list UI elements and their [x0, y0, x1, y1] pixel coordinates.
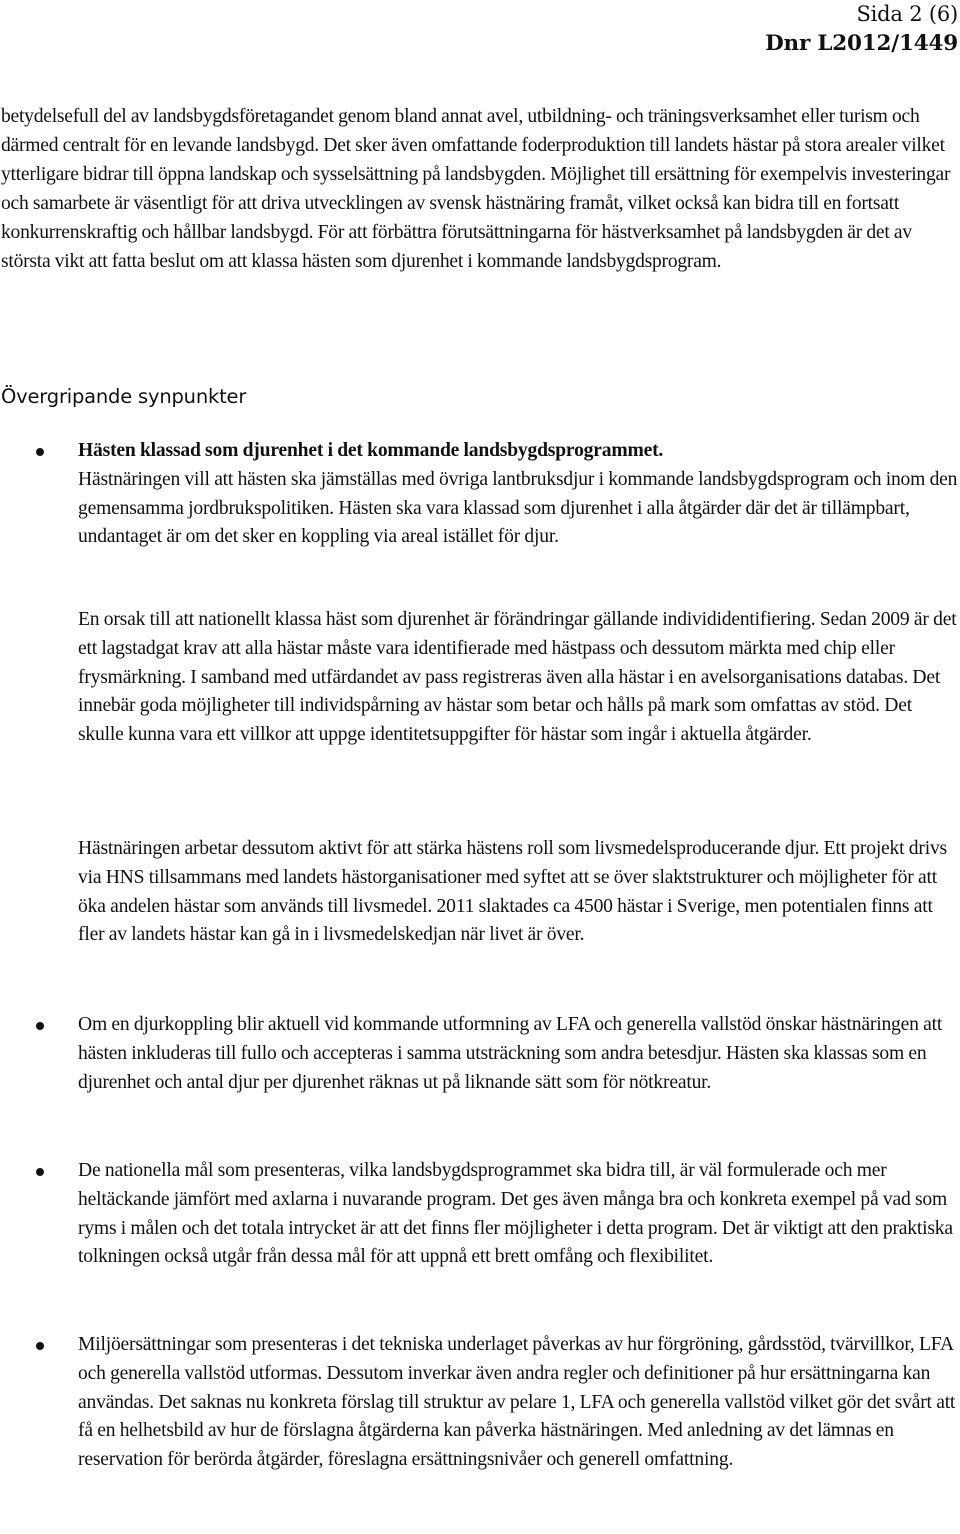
bullet-icon [36, 1168, 44, 1176]
intro-paragraph: betydelsefull del av landsbygdsföretagandet genom bland annat avel, utbildning- och träningsverksamhet eller turism och därmed centralt för en levande landsbygd. Det sker även omfattande foderproduktion till landets hästar på stora arealer vilket ytterligare bidrar till öppna landskap och sysselsättning på landsbygden. Möjlighet till ersättning för exempelvis investeringar och samarbete är väsentligt för att driva utvecklingen av svensk hästnäring framåt, vilket också kan bidra till en fortsatt konkurrenskraftig och hållbar landsbygd. För att förbättra förutsättningarna för hästverksamhet på landsbygden är det av största vikt att fatta beslut om att klassa hästen som djurenhet i kommande landsbygdsprogram. [1, 106, 951, 272]
sub-paragraph: Hästnäringen arbetar dessutom aktivt för att stärka hästens roll som livsmedelsproducerande djur. Ett projekt drivs via HNS tillsammans med landets hästorganisationer med syftet att se över slaktstrukturer och möjligheter för att öka andelen hästar som används till livsmedel. 2011 slaktades ca 4500 hästar i Sverige, men potentialen finns att fler av landets hästar kan gå in i livsmedelskedjan när livet är över. [78, 838, 947, 946]
bullet-text: De nationella mål som presenteras, vilka landsbygdsprogrammet ska bidra till, är väl formulerade och mer heltäckande jämfört med axlarna i nuvarande program. Det ges även många bra och konkreta exempel på vad som ryms i målen och det totala intrycket är att det finns fler möjligheter i detta program. Det är viktigt att den praktiska tolkningen också utgår från dessa mål för att uppnå ett brett omfång och flexibilitet. [78, 1160, 953, 1268]
bullet-item [78, 1157, 960, 1272]
document-reference: Dnr L2012/1449 [765, 31, 958, 56]
bullet-icon [36, 448, 44, 456]
bullet-text: Miljöersättningar som presenteras i det tekniska underlaget påverkas av hur förgröning, gårdsstöd, tvärvillkor, LFA och generella vallstöd utformas. Dessutom inverkar även andra regler och definitioner på hur ersättningarna kan användas. Det saknas nu konkreta förslag till struktur av pelare 1, LFA och generella vallstöd vilket gör det svårt att få en helhetsbild av hur de förslagna åtgärderna kan påverka hästnäringen. Med anledning av det lämnas en reservation för berörda åtgärder, föreslagna ersättningsnivåer och generell omfattning. [78, 1334, 956, 1471]
sub-paragraph: En orsak till att nationellt klassa häst som djurenhet är förändringar gällande individidentifiering. Sedan 2009 är det ett lagstadgat krav att alla hästar måste vara identifierade med hästpass och dessutom märkta med chip eller frysmärkning. I samband med utfärdandet av pass registreras även alla hästar i en avelsorganisations databas. Det innebär goda möjligheter till individspårning av hästar som betar och hålls på mark som omfattas av stöd. Det skulle kunna vara ett villkor att uppge identitetsuppgifter för hästar som ingår i aktuella åtgärder. [78, 609, 957, 746]
bullet-item [78, 1331, 960, 1475]
bullet-item [78, 437, 960, 552]
bullet-body: Hästnäringen vill att hästen ska jämställas med övriga lantbruksdjur i kommande landsbygdsprogram och inom den gemensamma jordbrukspolitiken. Hästen ska vara klassad som djurenhet i alla åtgärder där det är tillämpbart, undantaget är om det sker en koppling via areal istället för djur. [78, 468, 958, 548]
bullet-text: Om en djurkoppling blir aktuell vid kommande utformning av LFA och generella vallstöd önskar hästnäringen att hästen inkluderas till fullo och accepteras i samma utsträckning som andra betesdjur. Hästen ska klassas som en djurenhet och antal djur per djurenhet räknas ut på liknande sätt som för nötkreatur. [78, 1014, 943, 1093]
page-header [765, 0, 958, 58]
bullet-text [78, 437, 960, 552]
page-number: Sida 2 (6) [856, 2, 958, 26]
bullet-lead: Hästen klassad som djurenhet i det kommande landsbygdsprogrammet. [78, 440, 664, 461]
bullet-icon [36, 1022, 44, 1030]
bullet-icon [36, 1342, 44, 1350]
section-heading: Övergripande synpunkter [1, 385, 247, 408]
bullet-item [78, 1011, 960, 1097]
